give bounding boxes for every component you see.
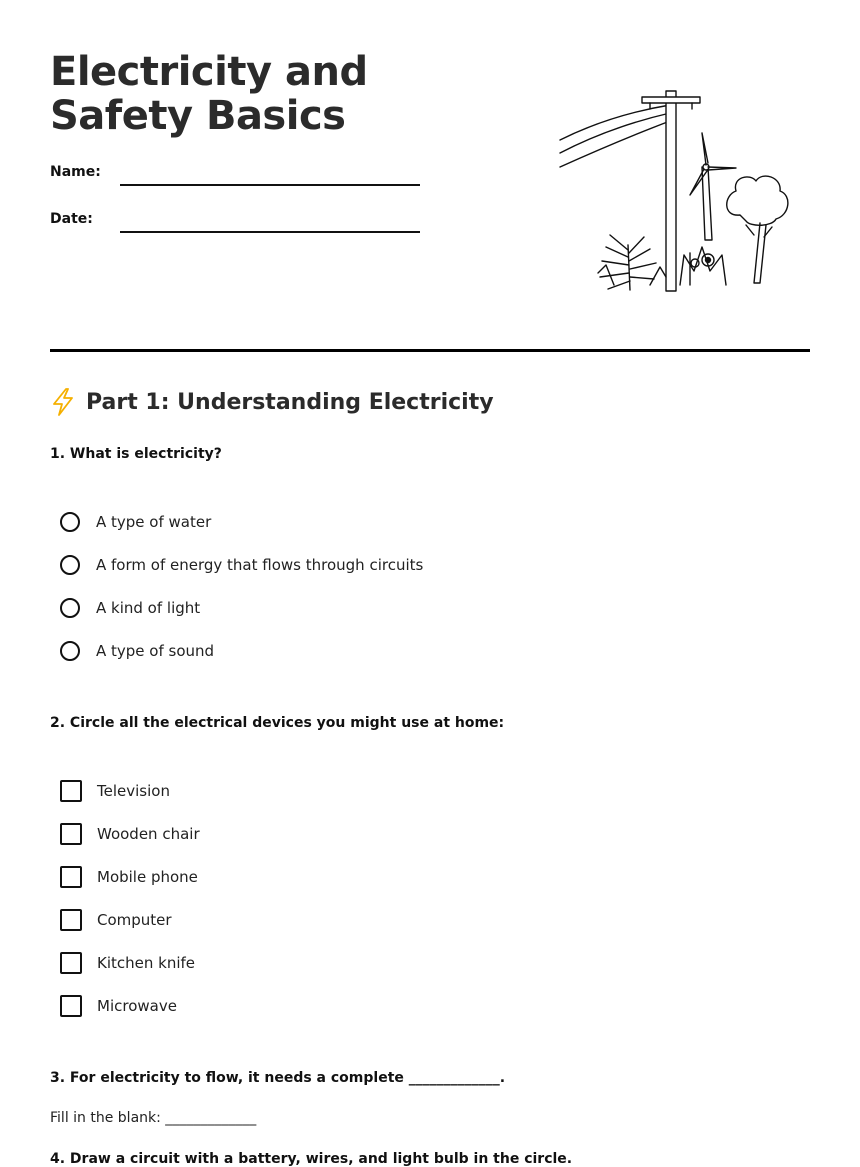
q2-option[interactable]: Mobile phone [60,864,198,890]
question-2: 2. Circle all the electrical devices you might use at home: [50,715,505,731]
power-pole-illustration [550,85,800,300]
question-4-partial: 4. Draw a circuit with a battery, wires, and light bulb in the circle. [50,1151,573,1167]
checkbox[interactable] [60,780,82,802]
radio-circle[interactable] [60,555,80,575]
q2-option[interactable]: Kitchen knife [60,950,195,976]
q1-option[interactable]: A type of sound [60,638,214,664]
name-field[interactable] [50,160,430,190]
q1-option[interactable]: A kind of light [60,595,200,621]
q2-option[interactable]: Computer [60,907,172,933]
header-divider [50,349,810,352]
question-3: 3. For electricity to flow, it needs a complete _____________. [50,1070,506,1086]
radio-circle[interactable] [60,641,80,661]
q2-option[interactable]: Wooden chair [60,821,200,847]
lightning-bolt-icon [50,388,76,416]
radio-circle[interactable] [60,512,80,532]
checkbox[interactable] [60,952,82,974]
radio-circle[interactable] [60,598,80,618]
fill-in-blank[interactable]: Fill in the blank: _____________ [50,1110,257,1126]
q1-option[interactable]: A type of water [60,509,211,535]
checkbox[interactable] [60,823,82,845]
date-label: Date: [50,211,93,227]
date-line[interactable] [120,231,420,233]
date-field[interactable] [50,207,430,237]
checkbox[interactable] [60,995,82,1017]
question-1: 1. What is electricity? [50,446,222,462]
name-label: Name: [50,164,101,180]
name-line[interactable] [120,184,420,186]
q2-option[interactable]: Television [60,778,170,804]
part1-heading [50,388,494,416]
checkbox[interactable] [60,866,82,888]
worksheet-title: Electricity and Safety Basics [50,49,368,139]
q2-option[interactable]: Microwave [60,993,177,1019]
checkbox[interactable] [60,909,82,931]
q1-option[interactable]: A form of energy that flows through circuits [60,552,423,578]
part1-title: Part 1: Understanding Electricity [86,389,494,415]
